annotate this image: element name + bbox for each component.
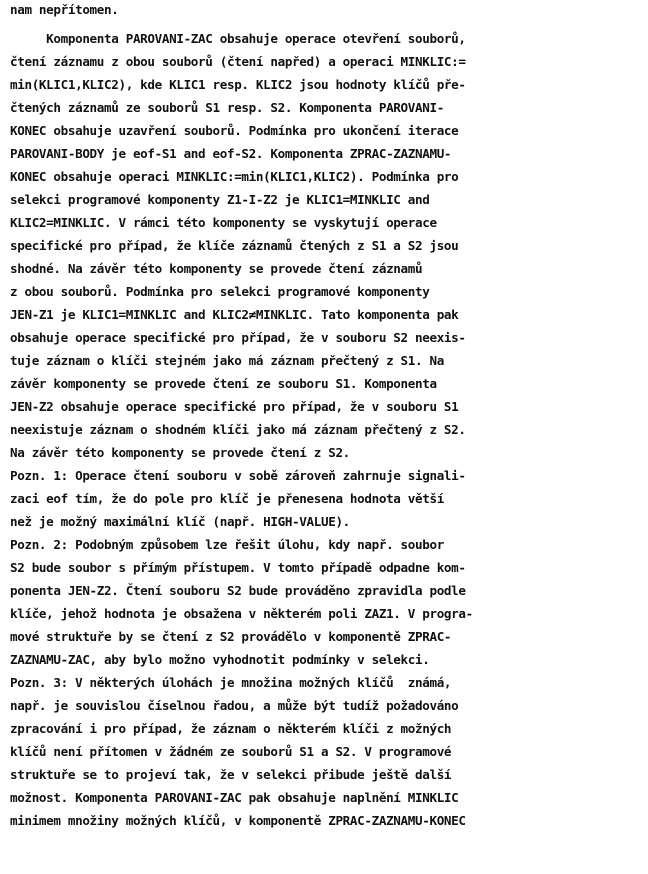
text-line: min(KLIC1,KLIC2), kde KLIC1 resp. KLIC2 jsou hodnoty klíčů pře- [10,77,466,92]
text-line: Pozn. 1: Operace čtení souboru v sobě zároveň zahrnuje signali- [10,468,466,483]
text-line: KONEC obsahuje operaci MINKLIC:=min(KLIC1,KLIC2). Podmínka pro [10,169,459,184]
text-line: z obou souborů. Podmínka pro selekci programové komponenty [10,284,430,299]
text-line: než je možný maximální klíč (např. HIGH-VALUE). [10,514,350,529]
text-line: čtených záznamů ze souborů S1 resp. S2. Komponenta PAROVANI- [10,100,444,115]
text-line: neexistuje záznam o shodném klíči jako má záznam přečtený z S2. [10,422,466,437]
text-line: čtení záznamu z obou souborů (čtení napřed) a operaci MINKLIC:= [10,54,466,69]
text-line: klíče, jehož hodnota je obsažena v některém poli ZAZ1. V progra- [10,606,473,621]
text-line: zaci eof tím, že do pole pro klíč je přenesena hodnota větší [10,491,444,506]
text-line: závěr komponenty se provede čtení ze souboru S1. Komponenta [10,376,437,391]
text-line: specifické pro případ, že klíče záznamů čtených z S1 a S2 jsou [10,238,459,253]
text-line: struktuře se to projeví tak, že v selekci přibude ještě další [10,767,452,782]
text-line: S2 bude soubor s přímým přístupem. V tomto případě odpadne kom- [10,560,466,575]
text-line: KONEC obsahuje uzavření souborů. Podmínka pro ukončení iterace [10,123,459,138]
text-line: např. je souvislou číselnou řadou, a může být tudíž požadováno [10,698,459,713]
text-line: zpracování i pro případ, že záznam o některém klíči z možných [10,721,452,736]
text-line: tuje záznam o klíči stejném jako má záznam přečtený z S1. Na [10,353,444,368]
text-line: JEN-Z2 obsahuje operace specifické pro případ, že v souboru S1 [10,399,459,414]
text-line: JEN-Z1 je KLIC1=MINKLIC and KLIC2≠MINKLIC. Tato komponenta pak [10,307,459,322]
text-line: Komponenta PAROVANI-ZAC obsahuje operace otevření souborů, [10,31,466,46]
text-line: možnost. Komponenta PAROVANI-ZAC pak obsahuje naplnění MINKLIC [10,790,459,805]
text-line: shodné. Na závěr této komponenty se provede čtení záznamů [10,261,423,276]
text-line: Pozn. 3: V některých úlohách je množina možných klíčů známá, [10,675,452,690]
text-line: Pozn. 2: Podobným způsobem lze řešit úlohu, kdy např. soubor [10,537,444,552]
text-line: ponenta JEN-Z2. Čtení souboru S2 bude prováděno zpravidla podle [10,583,466,598]
text-line: ZAZNAMU-ZAC, aby bylo možno vyhodnotit podmínky v selekci. [10,652,430,667]
text-line: Na závěr této komponenty se provede čtení z S2. [10,445,350,460]
text-line: klíčů není přítomen v žádném ze souborů S1 a S2. V programové [10,744,452,759]
text-line: KLIC2=MINKLIC. V rámci této komponenty se vyskytují operace [10,215,437,230]
text-line: mové struktuře by se čtení z S2 provádělo v komponentě ZPRAC- [10,629,452,644]
text-line: minimem množiny možných klíčů, v komponentě ZPRAC-ZAZNAMU-KONEC [10,813,466,828]
text-line: PAROVANI-BODY je eof-S1 and eof-S2. Komponenta ZPRAC-ZAZNAMU- [10,146,452,161]
text-line: selekci programové komponenty Z1-I-Z2 je KLIC1=MINKLIC and [10,192,430,207]
text-line: obsahuje operace specifické pro případ, že v souboru S2 neexis- [10,330,466,345]
text-line: nam nepřítomen. [10,2,119,17]
